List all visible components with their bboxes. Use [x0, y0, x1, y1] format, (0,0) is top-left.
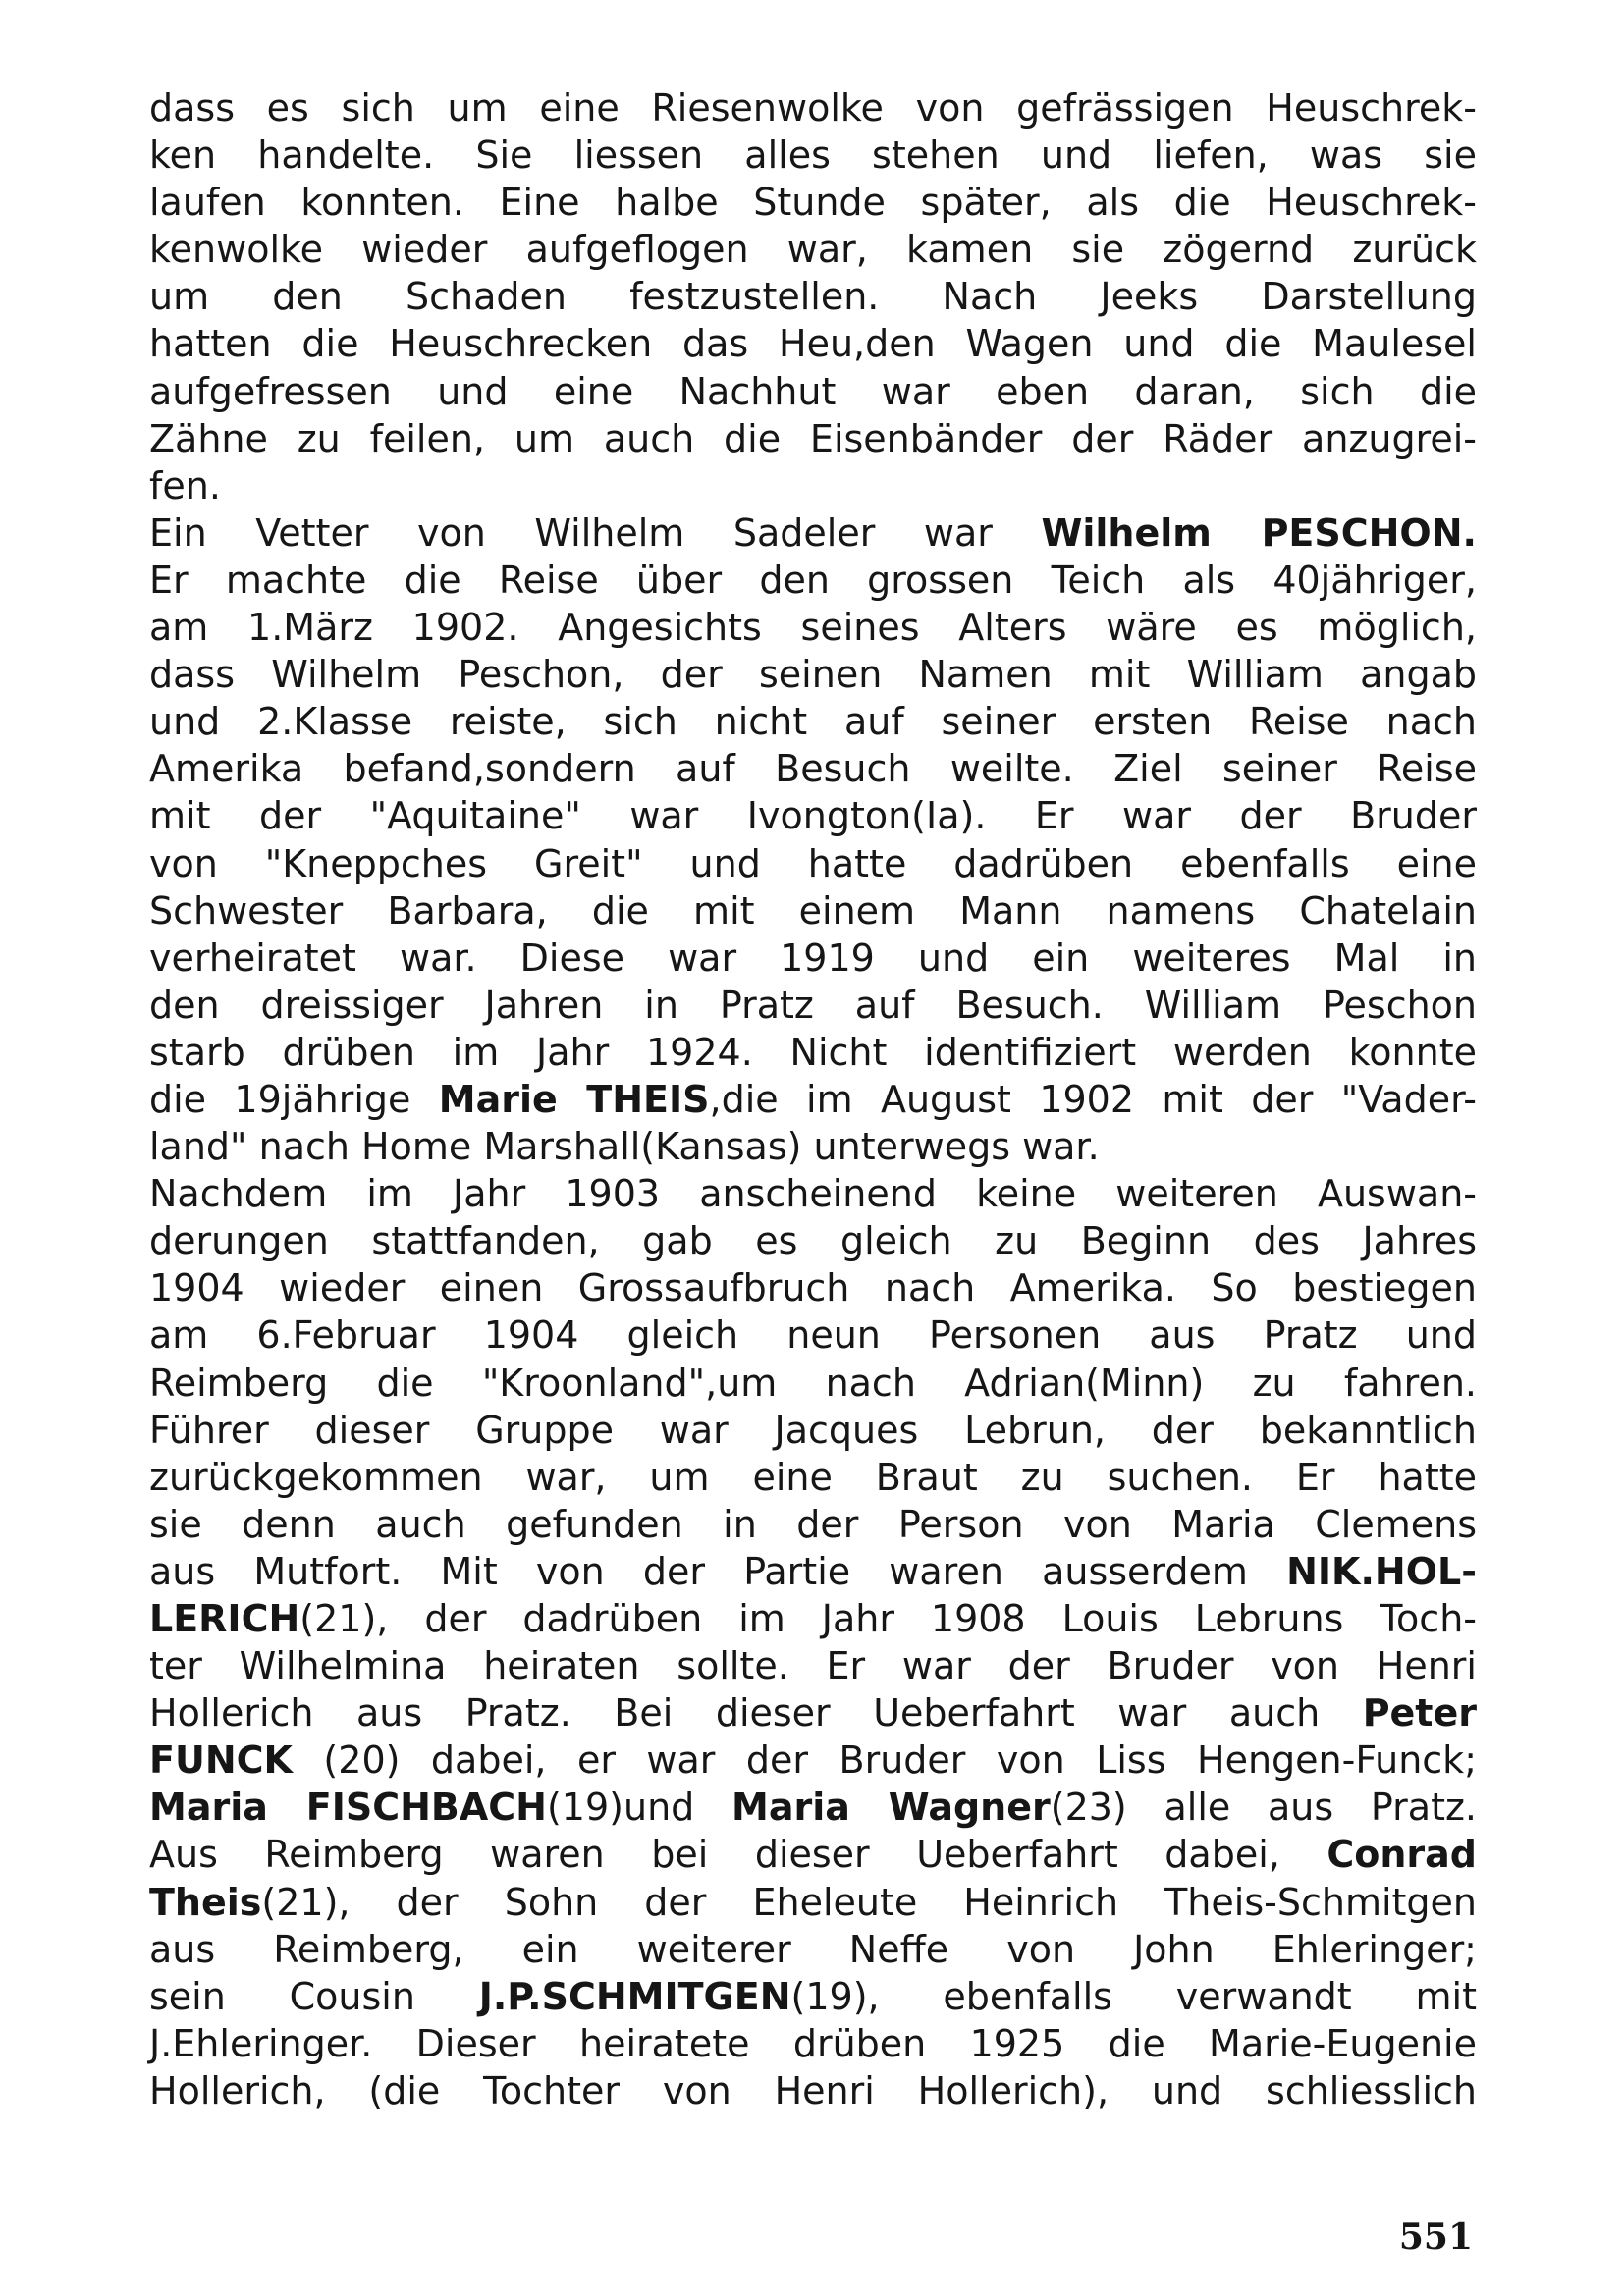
text-line	[149, 651, 1477, 698]
page-number: 551	[1398, 2216, 1473, 2258]
text-line	[149, 1548, 1477, 1595]
bold-name: FUNCK	[149, 1738, 293, 1783]
bold-name: Conrad	[1326, 1833, 1477, 1877]
text-line	[149, 1595, 1477, 1642]
text-segment: mit der "Aquitaine" war Ivongton(Ia). Er war der Bruder	[149, 794, 1477, 838]
text-segment: dass es sich um eine Riesenwolke von gefrässigen Heuschrek-	[149, 86, 1477, 130]
text-line	[149, 1736, 1477, 1784]
text-line	[149, 557, 1477, 604]
text-line	[149, 1642, 1477, 1689]
text-line	[149, 745, 1477, 792]
text-segment: am 1.März 1902. Angesichts seines Alters wäre es möglich,	[149, 606, 1477, 650]
text-line	[149, 2020, 1477, 2067]
bold-name: Peter	[1362, 1691, 1477, 1735]
text-segment: (19), ebenfalls verwandt mit	[790, 1974, 1477, 2018]
text-segment: aus Reimberg, ein weiterer Neffe von John Ehleringer;	[149, 1927, 1477, 1971]
text-line	[149, 1879, 1477, 1926]
text-segment: (23) alle aus Pratz.	[1050, 1786, 1477, 1830]
text-line	[149, 179, 1477, 226]
text-line	[149, 1264, 1477, 1311]
text-segment: den dreissiger Jahren in Pratz auf Besuch. William Peschon	[149, 983, 1477, 1027]
text-line	[149, 840, 1477, 887]
bold-name: LERICH	[149, 1597, 300, 1640]
text-segment: dass Wilhelm Peschon, der seinen Namen mit William angab	[149, 653, 1477, 697]
text-segment: Amerika befand,sondern auf Besuch weilte. Ziel seiner Reise	[149, 747, 1477, 791]
text-segment: aufgefressen und eine Nachhut war eben daran, sich die	[149, 369, 1477, 413]
text-segment: hatten die Heuschrecken das Heu,den Wagen und die Maulesel	[149, 322, 1477, 366]
text-segment: verheiratet war. Diese war 1919 und ein weiteres Mal in	[149, 935, 1477, 980]
text-segment: Reimberg die "Kroonland",um nach Adrian(Minn) zu fahren.	[149, 1361, 1477, 1405]
text-segment: Ein Vetter von Wilhelm Sadeler war	[149, 510, 1042, 555]
text-line	[149, 1123, 1477, 1170]
text-segment: Hollerich aus Pratz. Bei dieser Ueberfahrt war auch	[149, 1691, 1363, 1735]
text-line	[149, 934, 1477, 982]
text-line	[149, 273, 1477, 320]
text-line	[149, 792, 1477, 839]
text-line	[149, 1454, 1477, 1501]
text-segment: und 2.Klasse reiste, sich nicht auf seiner ersten Reise nach	[149, 700, 1477, 744]
text-segment: Er machte die Reise über den grossen Teich als 40jähriger,	[149, 558, 1477, 602]
text-segment: ,die im August 1902 mit der "Vader-	[709, 1077, 1477, 1121]
bold-name: J.P.SCHMITGEN	[478, 1974, 791, 2018]
text-line	[149, 415, 1477, 462]
text-segment: Nachdem im Jahr 1903 anscheinend keine weiteren Auswan-	[149, 1172, 1477, 1216]
text-segment: (20) dabei, er war der Bruder von Liss Hengen-Funck;	[292, 1738, 1477, 1783]
text-segment: starb drüben im Jahr 1924. Nicht identifiziert werden konnte	[149, 1030, 1477, 1074]
text-segment: Schwester Barbara, die mit einem Mann namens Chatelain	[149, 888, 1477, 933]
text-segment: J.Ehleringer. Dieser heiratete drüben 1925 die Marie-Eugenie	[149, 2021, 1477, 2065]
text-line	[149, 1360, 1477, 1407]
text-segment: Zähne zu feilen, um auch die Eisenbänder der Räder anzugrei-	[149, 416, 1477, 460]
text-line	[149, 982, 1477, 1029]
text-line	[149, 1973, 1477, 2020]
text-segment: land" nach Home Marshall(Kansas) unterwegs war.	[149, 1125, 1100, 1169]
bold-name: Wilhelm PESCHON.	[1041, 510, 1477, 555]
bold-name: Theis	[149, 1880, 262, 1924]
text-line	[149, 604, 1477, 651]
bold-name: Maria FISCHBACH	[149, 1786, 547, 1830]
text-segment: die 19jährige	[149, 1077, 439, 1121]
text-line	[149, 1926, 1477, 1973]
text-segment: sein Cousin	[149, 1974, 479, 2018]
text-line	[149, 1170, 1477, 1217]
text-line	[149, 1689, 1477, 1736]
text-line	[149, 887, 1477, 934]
text-segment: Führer dieser Gruppe war Jacques Lebrun, der bekanntlich	[149, 1408, 1477, 1452]
bold-name: Maria Wagner	[731, 1786, 1051, 1830]
text-line	[149, 320, 1477, 367]
text-line	[149, 1311, 1477, 1359]
text-segment: Hollerich, (die Tochter von Henri Hollerich), und schliesslich	[149, 2068, 1477, 2112]
text-segment: fen.	[149, 463, 221, 507]
text-segment: kenwolke wieder aufgeflogen war, kamen sie zögernd zurück	[149, 228, 1477, 272]
text-segment: laufen konnten. Eine halbe Stunde später, als die Heuschrek-	[149, 181, 1477, 225]
text-segment: aus Mutfort. Mit von der Partie waren ausserdem	[149, 1549, 1287, 1593]
text-line	[149, 226, 1477, 273]
text-line	[149, 1784, 1477, 1831]
text-line	[149, 509, 1477, 557]
text-line	[149, 698, 1477, 745]
text-line	[149, 1076, 1477, 1123]
text-line	[149, 1407, 1477, 1454]
text-line	[149, 84, 1477, 132]
bold-name: NIK.HOL-	[1286, 1549, 1477, 1593]
text-segment: 1904 wieder einen Grossaufbruch nach Amerika. So bestiegen	[149, 1266, 1477, 1310]
text-line	[149, 1029, 1477, 1076]
text-segment: um den Schaden festzustellen. Nach Jeeks Darstellung	[149, 275, 1477, 319]
text-segment: Aus Reimberg waren bei dieser Ueberfahrt dabei,	[149, 1833, 1327, 1877]
text-segment: (19)und	[546, 1786, 732, 1830]
text-line	[149, 462, 1477, 509]
text-segment: ter Wilhelmina heiraten sollte. Er war der Bruder von Henri	[149, 1644, 1477, 1688]
text-segment: derungen stattfanden, gab es gleich zu Beginn des Jahres	[149, 1219, 1477, 1263]
text-line	[149, 368, 1477, 415]
text-segment: am 6.Februar 1904 gleich neun Personen aus Pratz und	[149, 1313, 1477, 1358]
text-line	[149, 132, 1477, 179]
bold-name: Marie THEIS	[438, 1077, 710, 1121]
text-segment: (21), der dadrüben im Jahr 1908 Louis Lebruns Toch-	[299, 1597, 1477, 1640]
text-segment: (21), der Sohn der Eheleute Heinrich Theis-Schmitgen	[261, 1880, 1477, 1924]
text-line	[149, 1501, 1477, 1548]
text-line	[149, 1217, 1477, 1264]
text-line	[149, 2067, 1477, 2114]
text-segment: von "Kneppches Greit" und hatte dadrüben ebenfalls eine	[149, 841, 1477, 885]
text-segment: zurückgekommen war, um eine Braut zu suchen. Er hatte	[149, 1455, 1477, 1499]
page-body	[149, 84, 1477, 2114]
text-line	[149, 1831, 1477, 1878]
text-segment: ken handelte. Sie liessen alles stehen und liefen, was sie	[149, 133, 1477, 178]
text-segment: sie denn auch gefunden in der Person von Maria Clemens	[149, 1502, 1477, 1546]
